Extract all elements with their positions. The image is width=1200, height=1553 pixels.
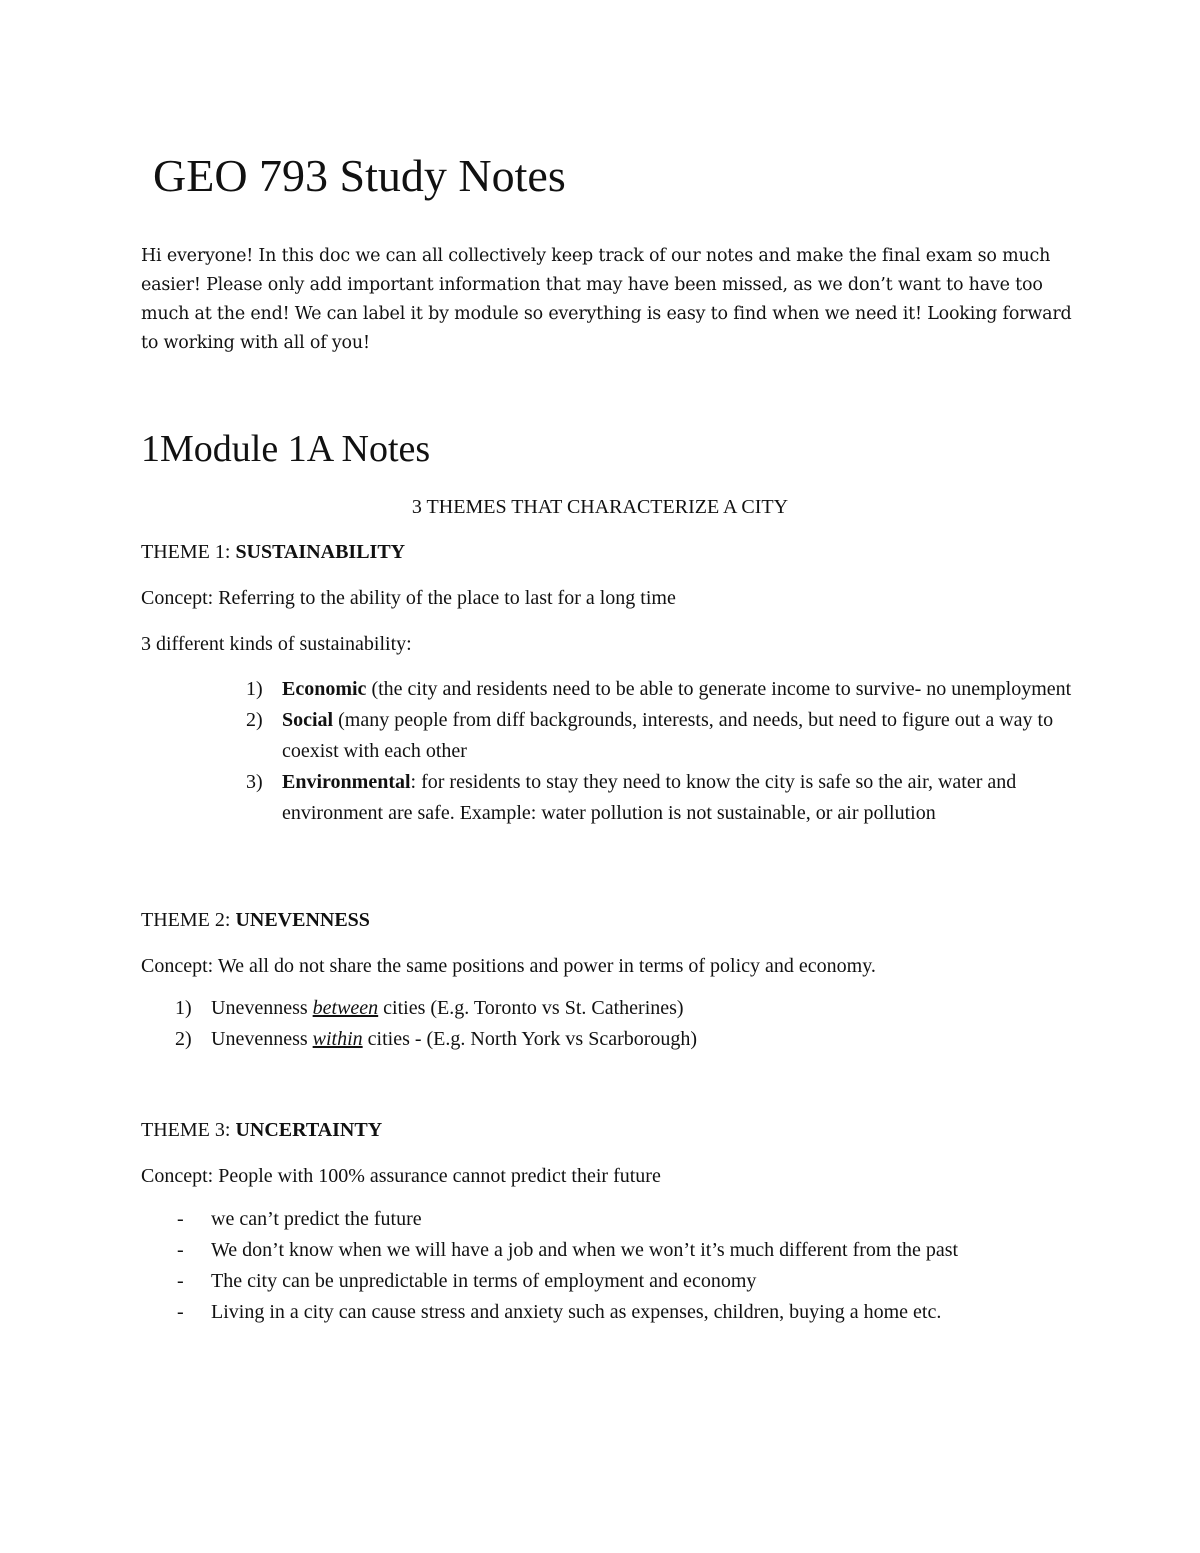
list-number: 2)	[246, 709, 263, 731]
themes-subtitle: 3 THEMES THAT CHARACTERIZE A CITY	[411, 496, 789, 518]
list-item-text: Unevenness	[211, 997, 313, 1019]
theme3-name: UNCERTAINTY	[235, 1119, 383, 1141]
list-item-text: (many people from diff backgrounds, interests, and needs, but need to figure out a way to coexist with each other	[282, 709, 1054, 762]
list-item-bold: Environmental	[282, 771, 411, 793]
list-item-text: Living in a city can cause stress and anxiety such as expenses, children, buying a home etc.	[211, 1301, 942, 1323]
list-number: 1)	[246, 678, 263, 700]
list-number: 1)	[175, 997, 192, 1019]
theme1-prefix: THEME 1:	[141, 541, 236, 563]
list-item-text: We don’t know when we will have a job and when we won’t it’s much different from the past	[211, 1239, 959, 1261]
theme3-concept: Concept: People with 100% assurance cannot predict their future	[141, 1165, 661, 1187]
theme1-heading	[141, 538, 405, 566]
emphasis-between: between	[312, 997, 379, 1019]
bullet-dash: -	[177, 1208, 184, 1230]
theme2-list	[141, 993, 1081, 1055]
module-heading: 1Module 1A Notes	[141, 428, 431, 470]
theme2-heading	[141, 906, 370, 934]
list-item	[212, 767, 1072, 829]
theme3-list	[141, 1204, 1061, 1328]
list-item-text: The city can be unpredictable in terms of employment and economy	[211, 1270, 757, 1292]
list-item	[212, 705, 1072, 767]
theme3-heading	[141, 1116, 382, 1144]
emphasis-within: within	[312, 1028, 363, 1050]
theme3-prefix: THEME 3:	[141, 1119, 236, 1141]
list-item-text: : for residents to stay they need to know the city is safe so the air, water and environment are safe. Example: water pollution is not sustainable, or air pollution	[282, 771, 1017, 824]
bullet-dash: -	[177, 1270, 184, 1292]
intro-paragraph: Hi everyone! In this doc we can all collectively keep track of our notes and make the final exam so much easier! Please only add important information that may have been missed, as we don’t want to have too much at the end! We can label it by module so everything is easy to find when we need it! Looking forward to working with all of you!	[141, 246, 1072, 353]
list-number: 2)	[175, 1028, 192, 1050]
list-item-text: cities (E.g. Toronto vs St. Catherines)	[378, 997, 684, 1019]
list-item-text: (the city and residents need to be able to generate income to survive- no unemployment	[366, 678, 1072, 700]
list-item	[141, 1024, 1081, 1055]
theme2-name: UNEVENNESS	[235, 909, 370, 931]
list-item-bold: Economic	[282, 678, 367, 700]
list-item-text: we can’t predict the future	[211, 1208, 422, 1230]
list-item	[141, 993, 1081, 1024]
theme1-name: SUSTAINABILITY	[235, 541, 406, 563]
list-item	[141, 1297, 1061, 1328]
bullet-dash: -	[177, 1239, 184, 1261]
list-item-bold: Social	[282, 709, 334, 731]
theme1-kinds-label: 3 different kinds of sustainability:	[141, 633, 412, 655]
page-title: GEO 793 Study Notes	[153, 150, 566, 201]
list-item	[141, 1235, 1061, 1266]
list-item	[212, 674, 1072, 705]
theme1-list	[212, 674, 1072, 829]
theme2-concept: Concept: We all do not share the same positions and power in terms of policy and economy.	[141, 955, 876, 977]
theme2-prefix: THEME 2:	[141, 909, 236, 931]
theme1-concept: Concept: Referring to the ability of the place to last for a long time	[141, 587, 676, 609]
list-item-text: Unevenness	[211, 1028, 313, 1050]
bullet-dash: -	[177, 1301, 184, 1323]
list-item	[141, 1266, 1061, 1297]
list-item	[141, 1204, 1061, 1235]
list-number: 3)	[246, 771, 263, 793]
list-item-text: cities - (E.g. North York vs Scarborough)	[362, 1028, 698, 1050]
